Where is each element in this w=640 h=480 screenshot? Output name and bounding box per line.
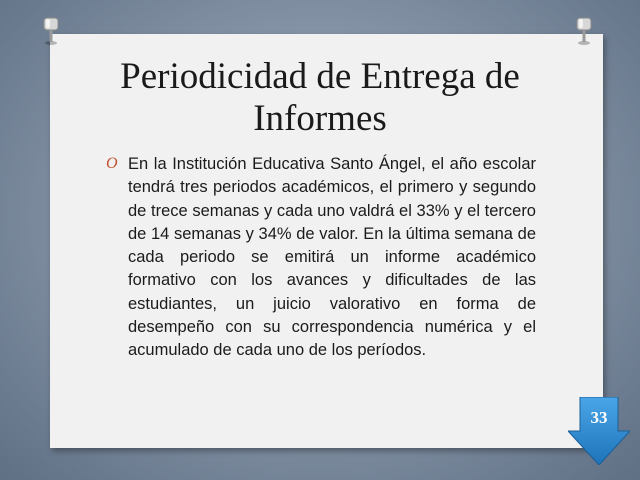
pushpin-icon — [40, 14, 62, 46]
bullet-marker: O — [106, 155, 118, 172]
body-paragraph: En la Institución Educativa Santo Ángel, el año escolar tendrá tres periodos académicos, el primero y segundo de trece semanas y cada uno valdrá el 33% y el tercero de 14 semanas y 34% de valor. En la última semana de cada periodo se emitirá un informe académico formativo con los avances y dificultades de las estudiantes, un juicio valorativo en forma de desempeño con su correspondencia numérica y el acumulado de cada uno de los períodos. — [128, 155, 536, 360]
slide-number: 33 — [590, 408, 608, 427]
slide-body — [106, 153, 536, 363]
pushpin-icon — [573, 14, 595, 46]
slide-title: Periodicidad de Entrega de Informes — [120, 56, 520, 139]
